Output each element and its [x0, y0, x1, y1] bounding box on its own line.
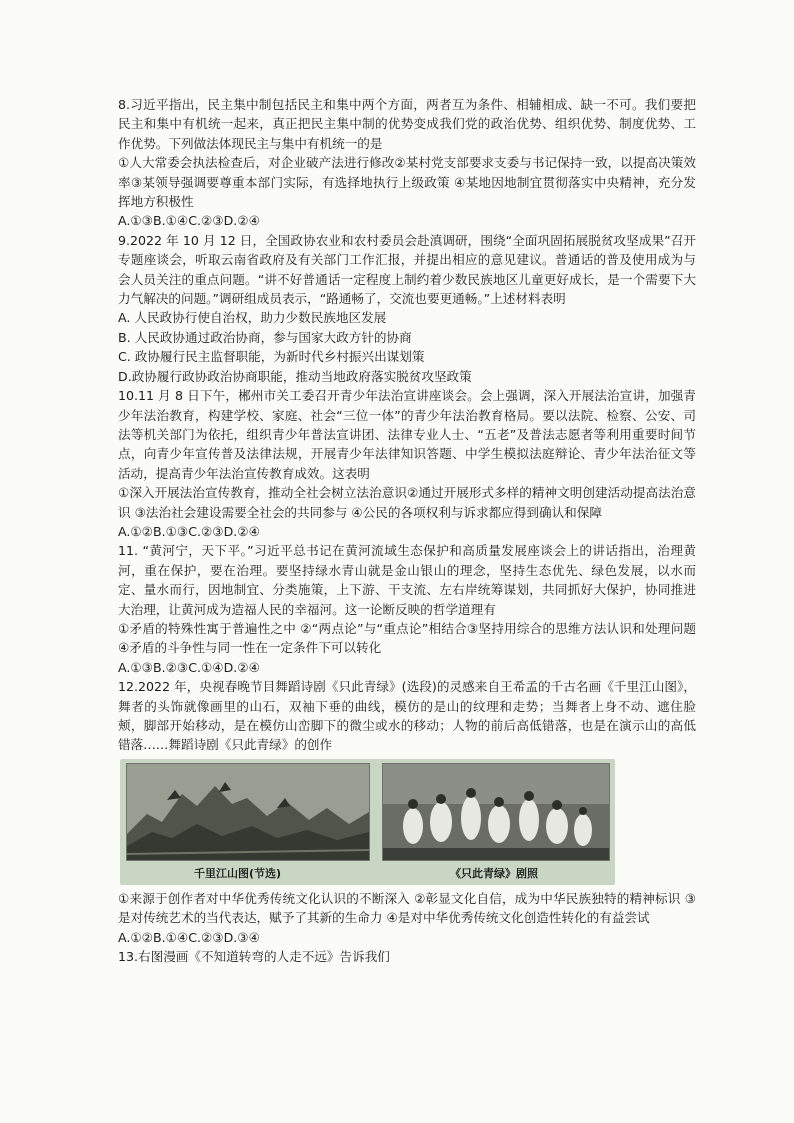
landscape-painting-image	[126, 763, 370, 861]
q12-stem: 12.2022 年，央视春晚节目舞蹈诗剧《只此青绿》(选段)的灵感来自王希孟的千古名画《千里江山图》，舞者的头饰就像画里的山石，双袖下垂的曲线，模仿的是山的纹理和走势；当舞者上身不动、遮住脸颊，脚部开始移动，是在模仿山峦脚下的微尘或水的移动；人物的前后高低错落，也是在演示山的高低错落……舞蹈诗剧《只此青绿》的创作	[118, 679, 696, 753]
q10-options: ①深入开展法治宣传教育，推动全社会树立法治意识②通过开展形式多样的精神文明创建活动提高法治意识 ③法治社会建设需要全社会的共同参与 ④公民的各项权利与诉求都应得到确认和保障	[118, 485, 696, 520]
q10-stem: 10.11 月 8 日下午，郴州市关工委召开青少年法治宣讲座谈会。会上强调，深入开展法治宣讲，加强青少年法治教育，构建学校、家庭、社会“三位一体”的青少年法治教育格局。要以法院、检察、公安、司法等机关部门为依托，组织青少年普法宣讲团、法律专业人士、“五老”及普法志愿者等利用重要时间节点，向青少年宣传普及法律法规，开展青少年法律知识答题、中学生模拟法庭辩论、青少年法治征文等活动，提高青少年法治宣传教育成效。这表明	[118, 388, 696, 481]
q12-figure	[120, 759, 615, 885]
q11-stem: 11. “黄河宁，天下平。”习近平总书记在黄河流域生态保护和高质量发展座谈会上的讲话指出，治理黄河，重在保护，要在治理。要坚持绿水青山就是金山银山的理念，坚持生态优先、绿色发展，以水而定、量水而行，因地制宜、分类施策，上下游、干支流、左右岸统筹谋划，共同抓好大保护，协同推进大治理，让黄河成为造福人民的幸福河。这一论断反映的哲学道理有	[118, 543, 696, 617]
caption-dance: 《只此青绿》剧照	[450, 866, 538, 880]
q9-option-b: B. 人民政协通过政治协商，参与国家大政方针的协商	[118, 329, 412, 345]
q9-option-c: C. 政协履行民主监督职能，为新时代乡村振兴出谋划策	[118, 349, 425, 365]
caption-landscape: 千里江山图(节选)	[194, 866, 282, 880]
question-column	[118, 95, 696, 966]
q8-options: ①人大常委会执法检查后，对企业破产法进行修改②某村党支部要求支委与书记保持一致，以提高决策效率③某领导强调要尊重本部门实际，有选择地执行上级政策 ④某地因地制宜贯彻落实中央精神，充分发挥地方积极性	[118, 155, 696, 210]
q13-stem: 13.右图漫画《不知道转弯的人走不远》告诉我们	[118, 949, 390, 965]
q10-answers: A.①②B.①③C.②③D.②④	[118, 523, 260, 539]
q12-answers: A.①②B.①④C.②③D.③④	[118, 929, 260, 945]
q9-stem: 9.2022 年 10 月 12 日，全国政协农业和农村委员会赴滇调研，围绕“全面巩固拓展脱贫攻坚成果”召开专题座谈会，听取云南省政府及有关部门工作汇报，并提出相应的意见建议。普通话的普及使用成为与会人员关注的重点问题。“讲不好普通话一定程度上制约着少数民族地区儿童更好成长，是一个需要下大力气解决的问题。”调研组成员表示，“路通畅了，交流也要更通畅。”上述材料表明	[118, 232, 696, 307]
q12-options: ①来源于创作者对中华优秀传统文化认识的不断深入 ②彰显文化自信，成为中华民族独特的精神标识 ③是对传统艺术的当代表达，赋予了其新的生命力 ④是对中华优秀传统文化创造性转化的有益尝试	[118, 890, 696, 926]
dance-stage-photo	[382, 763, 610, 861]
q8-answers: A.①③B.①④C.②③D.②④	[118, 213, 260, 229]
q9-option-d: D.政协履行政协政治协商职能，推动当地政府落实脱贫攻坚政策	[118, 368, 472, 384]
q11-answers: A.①③B.②③C.①④D.②④	[118, 659, 260, 675]
q8-stem: 8.习近平指出，民主集中制包括民主和集中两个方面，两者互为条件、相辅相成、缺一不可。我们要把民主和集中有机统一起来，真正把民主集中制的优势变成我们党的政治优势、组织优势、制度优势、工作优势。下列做法体现民主与集中有机统一的是	[118, 97, 696, 151]
q11-options: ①矛盾的特殊性寓于普遍性之中 ②“两点论”与“重点论”相结合③坚持用综合的思维方法认识和处理问题④矛盾的斗争性与同一性在一定条件下可以转化	[118, 620, 696, 656]
q9-option-a: A. 人民政协行使自治权，助力少数民族地区发展	[118, 310, 387, 326]
